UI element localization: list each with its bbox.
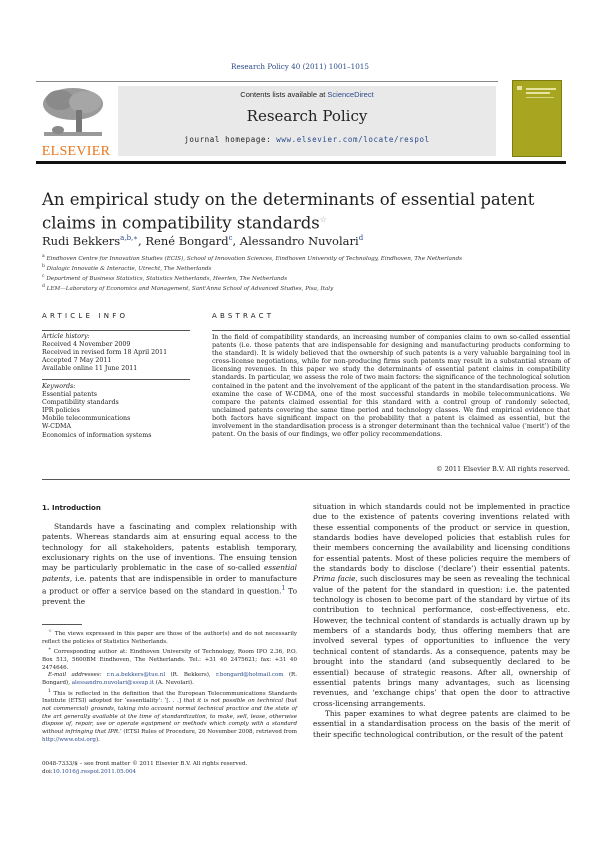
- abstract-copyright: © 2011 Elsevier B.V. All rights reserved.: [436, 465, 570, 473]
- history-item: Accepted 7 May 2011: [42, 357, 112, 365]
- affiliation-mark: d: [42, 284, 45, 290]
- history-label: Article history:: [42, 333, 90, 340]
- affiliations: [42, 253, 572, 294]
- journal-title: Research Policy: [246, 107, 368, 125]
- affiliation-text: Department of Business Statistics, Statistics Netherlands, Heerlen, The Netherlands: [46, 276, 288, 283]
- front-matter: [42, 760, 297, 776]
- body-paragraph: This paper examines to what degree patents are claimed to be essential in a standardisation process on the basis of the merit of their specific technological contribution, or the result of the patent: [313, 708, 570, 739]
- footnote-text: This is reflected in the definition that the European Telecommunications Standards Institute (ETSI) adopted for ‘essentiality’: ‘[. . .]: [42, 690, 298, 705]
- journal-banner: [118, 86, 496, 156]
- doi-prefix: doi:: [42, 769, 53, 775]
- author-affil-marks[interactable]: a,b,∗: [120, 234, 139, 243]
- journal-citation: Research Policy 40 (2011) 1001–1015: [231, 62, 369, 71]
- abstract-heading: ABSTRACT: [212, 312, 275, 320]
- sciencedirect-link[interactable]: ScienceDirect: [327, 90, 374, 99]
- footnote-1: [42, 688, 297, 745]
- footnote-corresponding: [42, 646, 297, 672]
- homepage-prefix: journal homepage:: [184, 135, 277, 144]
- title-note-star-icon[interactable]: ☆: [319, 215, 327, 224]
- author-name[interactable]: René Bongard: [145, 234, 229, 248]
- history-item: Received in revised form 18 April 2011: [42, 349, 168, 357]
- paragraph-text: To prevent the: [42, 586, 297, 606]
- issn-line: 0048-7333/$ – see front matter © 2011 Elsevier B.V. All rights reserved.: [42, 761, 248, 767]
- contents-prefix: Contents lists available at: [240, 90, 328, 99]
- journal-homepage: [118, 135, 496, 144]
- contents-availability: [118, 90, 496, 99]
- keyword-item: Compatibility standards: [42, 399, 119, 407]
- keyword-item: IPR policies: [42, 407, 80, 415]
- article-history: [42, 333, 192, 373]
- author-list: Rudi Bekkers$^{a,b,∗}$, René Bongard$^c$, Alessandro Nuvolari$^d$: [42, 234, 364, 248]
- footnote-text: The views expressed in this paper are those of the author(s) and do not necessarily reflect the policies of Statistics Netherlands.: [42, 630, 297, 645]
- email-link-nuvolari[interactable]: alessandro.nuvolari@sssup.it: [71, 679, 154, 686]
- body-column-left: [42, 522, 297, 607]
- author-affil-marks[interactable]: d: [358, 234, 364, 243]
- email-label: E-mail addresses:: [48, 672, 102, 679]
- affiliation-text: Dialogic Innovatie & Interactie, Utrecht, The Netherlands: [46, 266, 212, 273]
- affiliation-mark: b: [42, 264, 45, 270]
- keywords-list: [42, 383, 192, 440]
- doi-link[interactable]: 10.1016/j.respol.2011.05.004: [52, 769, 137, 775]
- footnote-rule: [42, 624, 82, 625]
- affiliation-mark: a: [42, 254, 45, 259]
- etsi-link[interactable]: http://www.etsi.org: [42, 736, 96, 743]
- homepage-link[interactable]: www.elsevier.com/locate/respol: [276, 135, 430, 144]
- publisher-logo[interactable]: [40, 86, 112, 159]
- affiliation-item: [42, 253, 572, 263]
- article-title: [42, 190, 562, 234]
- footnote-text: Corresponding author at: Eindhoven University of Technology, Room IPO 2.36, P.O. Box 513, 5600BM Eindhoven, The Netherlands. Tel.: +31 40 2475621; fax: +31 40 2474646.: [42, 649, 297, 671]
- emphasis-text: Prima facie: [313, 574, 356, 584]
- email-owner: (R. Bongard),: [42, 672, 297, 686]
- article-title-text: An empirical study on the determinants of essential patent claims in compatibility standards: [42, 190, 535, 233]
- history-item: Received 4 November 2009: [42, 341, 131, 349]
- body-column-right: [313, 502, 570, 740]
- footnote-number: 1: [48, 688, 51, 694]
- keyword-item: Mobile telecommunications: [42, 415, 131, 423]
- affiliation-text: LEM—Laboratory of Economics and Management, Sant'Anna School of Advanced Studies, Pisa, Italy: [46, 286, 334, 293]
- publisher-logo-text: ELSEVIER: [41, 144, 111, 159]
- cover-title-line: [526, 88, 556, 90]
- elsevier-tree-icon: [40, 86, 106, 138]
- doi-line: [42, 768, 297, 776]
- history-item: Available online 11 June 2011: [42, 365, 138, 373]
- email-owner: (R. Bekkers),: [165, 672, 216, 679]
- paragraph-text: , such disclosures may be seen as revealing the technical value of the patent for the standard in question: i.e. the patented technology is chosen to become part of the standard by virtue of its contribution to technical performance, cost-effectiveness, etc. However, the technical content of standards is actually drawn up by members of a standards body, thus offering members that are involved several types of opportunities to influence the very technical content of standards. As a consequence, patents may be brought into the standard (and subsequently declared to be essential) because of strategic reasons. After all, ownership of essential patents brings many advantages, such as licensing revenues, and ‘exchange chips’ that open the door to attractive cross-licensing arrangements.: [313, 574, 570, 708]
- footnote-emails: [42, 672, 297, 687]
- cover-subtitle-line: [526, 97, 554, 98]
- header-thick-rule: [36, 161, 566, 164]
- keyword-item: Economics of information systems: [42, 431, 152, 439]
- paragraph-text: Standards have a fascinating and complex relationship with patents. Whereas standards aim at ensuring equal access to the technology for all stakeholders, patents establish temporary, exclusionary rights on the use of inventions. The ensuing tension may be particularly problematic in the case of so-called: [42, 522, 297, 573]
- body-paragraph: [313, 502, 570, 709]
- footnote-text: ’ (ETSI Rules of Procedure, 26 November 2008, retrieved from: [119, 728, 297, 735]
- footnote-asterisk-icon: ∗: [48, 647, 52, 653]
- author-affil-marks[interactable]: c: [228, 234, 233, 243]
- footnote-star: [42, 628, 297, 646]
- paragraph-text: situation in which standards could not be implemented in practice due to the existence of patents covering inventions related with these essential components of the product or service in question, standards bodies have developed policies that establish rules for their members concerning the availability and licensing conditions for essential patents. Most of these policies require the members of the standards body to disclose (‘declare’) their essential patents.: [313, 502, 570, 574]
- keyword-item: W-CDMA: [42, 423, 72, 431]
- affiliation-item: [42, 263, 572, 273]
- affiliation-item: [42, 283, 572, 293]
- footnote-star-icon: ☆: [48, 629, 53, 634]
- section-heading-introduction: 1. Introduction: [42, 504, 101, 512]
- email-owner: (A. Nuvolari).: [154, 679, 194, 686]
- keywords-label: Keywords:: [42, 383, 76, 390]
- cover-logo-mark: [517, 86, 522, 90]
- abstract-text: In the field of compatibility standards, an increasing number of companies claim to own so-called essential patents (i.e. those patents that are indispensable for designing and manufacturing products conforming to the standard). It is widely believed that the ownership of such patents is a very valuable bargaining tool in cross-license negotiations, while for non-producing firms such patents may result in a substantial stream of licensing revenues. In this paper we study the determinants of essential patent claims in compatibility standards. In particular, we assess the role of two main factors: the significance of the technological solution contained in the patent and the involvement of the applicant of the patent in the standardisation process. We examine the case of W-CDMA, one of the most successful standards in mobile telecommunications. We compare the patents claimed essential for this standard with a control group of randomly selected, unclaimed patents covering the same time period and technology classes. We find empirical evidence that both factors have significant impact on the probability that a patent is claimed as essential, but the involvement in the standardisation process is a stronger determinant than the technical value (‘merit’) of the patent. On the basis of our findings, we offer policy recommendations.: [212, 333, 570, 439]
- footnote-quote: that it is not possible on technical (but not commercial) grounds, taking into account normal technical practice and the state of the art generally available at the time of standardization, to make, sell, lease, otherwise dispose of, repair, use or operate equipment or methods which comply with a standard without infringing that IPR.: [42, 698, 297, 735]
- journal-cover-thumbnail[interactable]: [512, 80, 562, 157]
- affiliation-item: [42, 273, 572, 283]
- keyword-item: Essential patents: [42, 391, 98, 399]
- article-info-heading: ARTICLE INFO: [42, 312, 129, 320]
- keywords-rule: [42, 379, 190, 380]
- affiliation-mark: c: [42, 274, 45, 280]
- header-rule: [36, 81, 498, 82]
- article-info-rule: [42, 330, 190, 331]
- footnote-text: ).: [95, 736, 100, 743]
- author-name[interactable]: Alessandro Nuvolari: [239, 234, 359, 248]
- emphasis-text: essential patents: [42, 563, 297, 583]
- footnote-ref[interactable]: 1: [281, 585, 286, 593]
- paragraph-text: , i.e. patents that are indispensible in order to manufacture a product or offer a service based on the standard in question.: [42, 573, 297, 596]
- author-name[interactable]: Rudi Bekkers: [42, 234, 121, 248]
- cover-title-line: [526, 92, 550, 94]
- abstract-rule: [212, 330, 570, 331]
- body-paragraph: [42, 522, 297, 607]
- footnotes: [42, 628, 297, 744]
- affiliation-text: Eindhoven Centre for Innovation Studies (ECIS), School of Innovation Sciences, Eindhoven University of Technology, Eindhoven, The Netherlands: [46, 255, 463, 262]
- email-link-bongard[interactable]: r.bongard@hotmail.com: [215, 672, 284, 679]
- abstract-end-rule: [42, 479, 570, 480]
- email-link-bekkers[interactable]: r.n.a.bekkers@tue.nl: [106, 672, 166, 679]
